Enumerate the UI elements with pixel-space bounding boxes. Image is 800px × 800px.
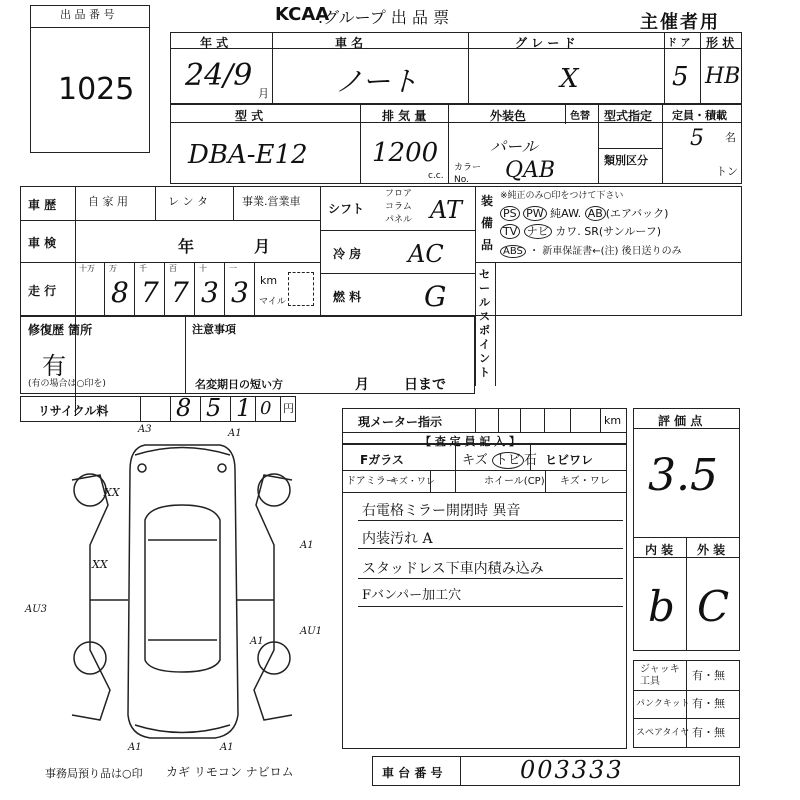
deadline-label: 名変期日の短い方 (195, 378, 283, 391)
km-unit: km (260, 274, 278, 287)
jack-label: ジャッキ工具 (640, 664, 680, 687)
equipment-line-1: PS PW 純AW. AB (エアバック) (500, 205, 668, 221)
grade-label: グ レ ー ド (515, 36, 576, 50)
lot-number: 1025 (58, 72, 135, 107)
caution-label: 注意事項 (192, 323, 236, 336)
damage-mark: A1 (250, 636, 264, 647)
ab-option[interactable]: AB (585, 206, 606, 221)
fuel-label: 燃 料 (333, 290, 362, 304)
sheet-title: .グループ 出 品 票 (318, 8, 450, 27)
abs-option[interactable]: ABS (500, 245, 526, 258)
car-name-value: ノート (335, 65, 419, 98)
inspector-note: Fバンパー加工穴 (362, 588, 462, 603)
inspector-title: 【 査 定 員 記 入 】 (420, 435, 520, 448)
yen-unit: 円 (283, 402, 294, 415)
history-label: 車 歴 (28, 198, 57, 212)
office-items-text: 事務局預り品は○印 (45, 767, 143, 780)
jack-options[interactable]: 有・無 (692, 669, 725, 682)
color-no-label: カラー No. (454, 163, 482, 185)
wheel-options[interactable]: キズ・ワレ (560, 476, 610, 487)
mile-unit: マイル (259, 297, 286, 307)
damage-mark: A1 (228, 428, 242, 439)
damage-mark: XX (92, 558, 108, 571)
recycle-label: リサイクル料 (38, 404, 109, 418)
shape-label: 形 状 (706, 36, 735, 50)
pw-option[interactable]: PW (523, 206, 547, 221)
shape-value: HB (705, 64, 741, 89)
interior-score: b (648, 582, 675, 631)
equipment-line-3: ABS ・ 新車保証書←(注) 後日送りのみ (500, 242, 682, 257)
score-value: 3.5 (648, 450, 718, 501)
office-items: カギ リモコン ナビロム (166, 765, 294, 779)
equipment-side-label: 装備品 (481, 194, 494, 252)
grade-value: X (560, 64, 579, 94)
puncture-kit-label: パンクキット (636, 699, 690, 709)
glass-options: キズ トビ 石 (462, 453, 537, 468)
glass-crack-option[interactable]: ヒビワレ (545, 453, 594, 467)
deadline-day-unit: 日まで (404, 377, 446, 393)
damage-mark: XX (104, 486, 120, 499)
damage-mark: A3 (138, 424, 152, 435)
inspector-note: 右電格ミラー開閉時 異音 (362, 503, 521, 519)
name-label: 車 名 (335, 36, 364, 50)
meter-label: 現メーター指示 (358, 415, 443, 429)
color-change-label: 色替 (570, 111, 590, 122)
spare-tire-options[interactable]: 有・無 (692, 726, 725, 739)
equipment-line-2: TV ナビ カワ. SR(サンルーフ) (500, 223, 661, 239)
color-no-value: QAB (505, 158, 556, 183)
business-option[interactable]: 事業.営業車 (242, 195, 301, 208)
mileage-cell: 万 8 (105, 262, 135, 316)
damage-mark: A1 (128, 742, 142, 753)
doors-value: 5 (672, 62, 689, 92)
inspection-month-unit: 月 (254, 237, 271, 256)
aw-option[interactable]: 純AW. (550, 207, 582, 220)
load-unit: トン (716, 165, 738, 178)
navi-option[interactable]: ナビ (524, 224, 552, 239)
doors-label: ド ア (667, 38, 691, 49)
mileage-cell: 百 7 (165, 262, 195, 316)
repair-note: (有の場合は○印を) (28, 379, 106, 389)
private-use-option[interactable]: 自 家 用 (88, 195, 128, 208)
capacity-value: 5 (690, 126, 704, 151)
mileage-cell: 十 3 (195, 262, 225, 316)
year-month-unit: 月 (258, 87, 269, 100)
leather-option[interactable]: カワ. (555, 225, 581, 238)
mileage-cell: 一 3 (225, 262, 255, 316)
color-label: 外装色 (490, 109, 527, 123)
organizer-label: 主催者用 (640, 12, 720, 33)
chassis-number: 003333 (520, 756, 624, 784)
sr-option[interactable]: SR (584, 225, 599, 238)
mileage-label: 走 行 (28, 284, 57, 298)
model-label: 型 式 (235, 109, 264, 123)
logo: KCAA (275, 4, 330, 25)
sales-point-label: セールスポイント (479, 268, 490, 379)
ps-option[interactable]: PS (500, 206, 520, 221)
ac-label: 冷 房 (333, 247, 362, 261)
year-value: 24/9 (185, 58, 253, 93)
tv-option[interactable]: TV (500, 224, 520, 239)
deadline-month-unit: 月 (355, 377, 369, 393)
capacity-label: 定員・積載 (672, 109, 727, 122)
shift-value: AT (430, 196, 463, 224)
equipment-note: ※純正のみ○印をつけて下さい (500, 191, 624, 201)
glass-scratch-option[interactable]: キズ (462, 453, 488, 468)
wheel-label: ホイール(CP) (484, 476, 545, 487)
mileage-cell: 千 7 (135, 262, 165, 316)
spare-tire-label: スペアタイヤ (636, 728, 690, 738)
year-label: 年 式 (200, 36, 229, 50)
type-spec-label: 型式指定 (604, 109, 653, 123)
inspection-year-unit: 年 (178, 237, 195, 256)
damage-mark: AU1 (300, 626, 323, 637)
exterior-label: 外 装 (697, 543, 726, 557)
recycle-digit: 5 (206, 394, 222, 422)
recycle-digit: 8 (176, 394, 192, 422)
glass-chip-option[interactable]: トビ (492, 452, 524, 469)
meter-km-unit: km (604, 414, 622, 427)
color-value: パール (490, 137, 538, 156)
category-label: 類別区分 (604, 154, 648, 167)
shift-label: シフト (328, 202, 365, 216)
damage-mark: AU3 (25, 604, 48, 615)
repair-value: 有 (42, 352, 66, 380)
lot-number-label: 出 品 番 号 (60, 8, 115, 21)
ac-value: AC (408, 240, 444, 268)
recycle-digit: 1 (236, 394, 252, 422)
inspection-label: 車 検 (28, 236, 57, 250)
score-label: 評 価 点 (658, 414, 703, 428)
inspector-note: 内装汚れ A (362, 531, 433, 547)
cc-unit: c.c. (428, 171, 444, 181)
puncture-kit-options[interactable]: 有・無 (692, 697, 725, 710)
column-option[interactable]: コラム (385, 202, 412, 212)
damage-mark: A1 (300, 540, 314, 551)
repair-label: 修復歴 箇所 (28, 323, 93, 337)
exterior-score: C (697, 582, 730, 631)
front-glass-label: Fガラス (360, 453, 404, 467)
floor-option[interactable]: フロア (385, 189, 413, 199)
capacity-unit: 名 (725, 131, 736, 144)
mirror-options[interactable]: キズ・ワレ (390, 477, 435, 487)
chassis-label: 車 台 番 号 (382, 766, 443, 780)
recycle-digit: 0 (260, 398, 272, 419)
fuel-value: G (424, 280, 447, 313)
interior-label: 内 装 (645, 543, 674, 557)
model-value: DBA-E12 (188, 140, 308, 170)
door-mirror-label: ドアミラー (346, 476, 396, 487)
damage-mark: A1 (220, 742, 234, 753)
displacement-value: 1200 (372, 138, 439, 168)
mileage-cell: 十万 (75, 262, 105, 316)
displacement-label: 排 気 量 (382, 109, 427, 123)
panel-option[interactable]: パネル (385, 215, 413, 225)
rental-option[interactable]: レ ン タ (168, 195, 208, 208)
inspector-note: スタッドレス下車内積み込み (362, 561, 544, 577)
